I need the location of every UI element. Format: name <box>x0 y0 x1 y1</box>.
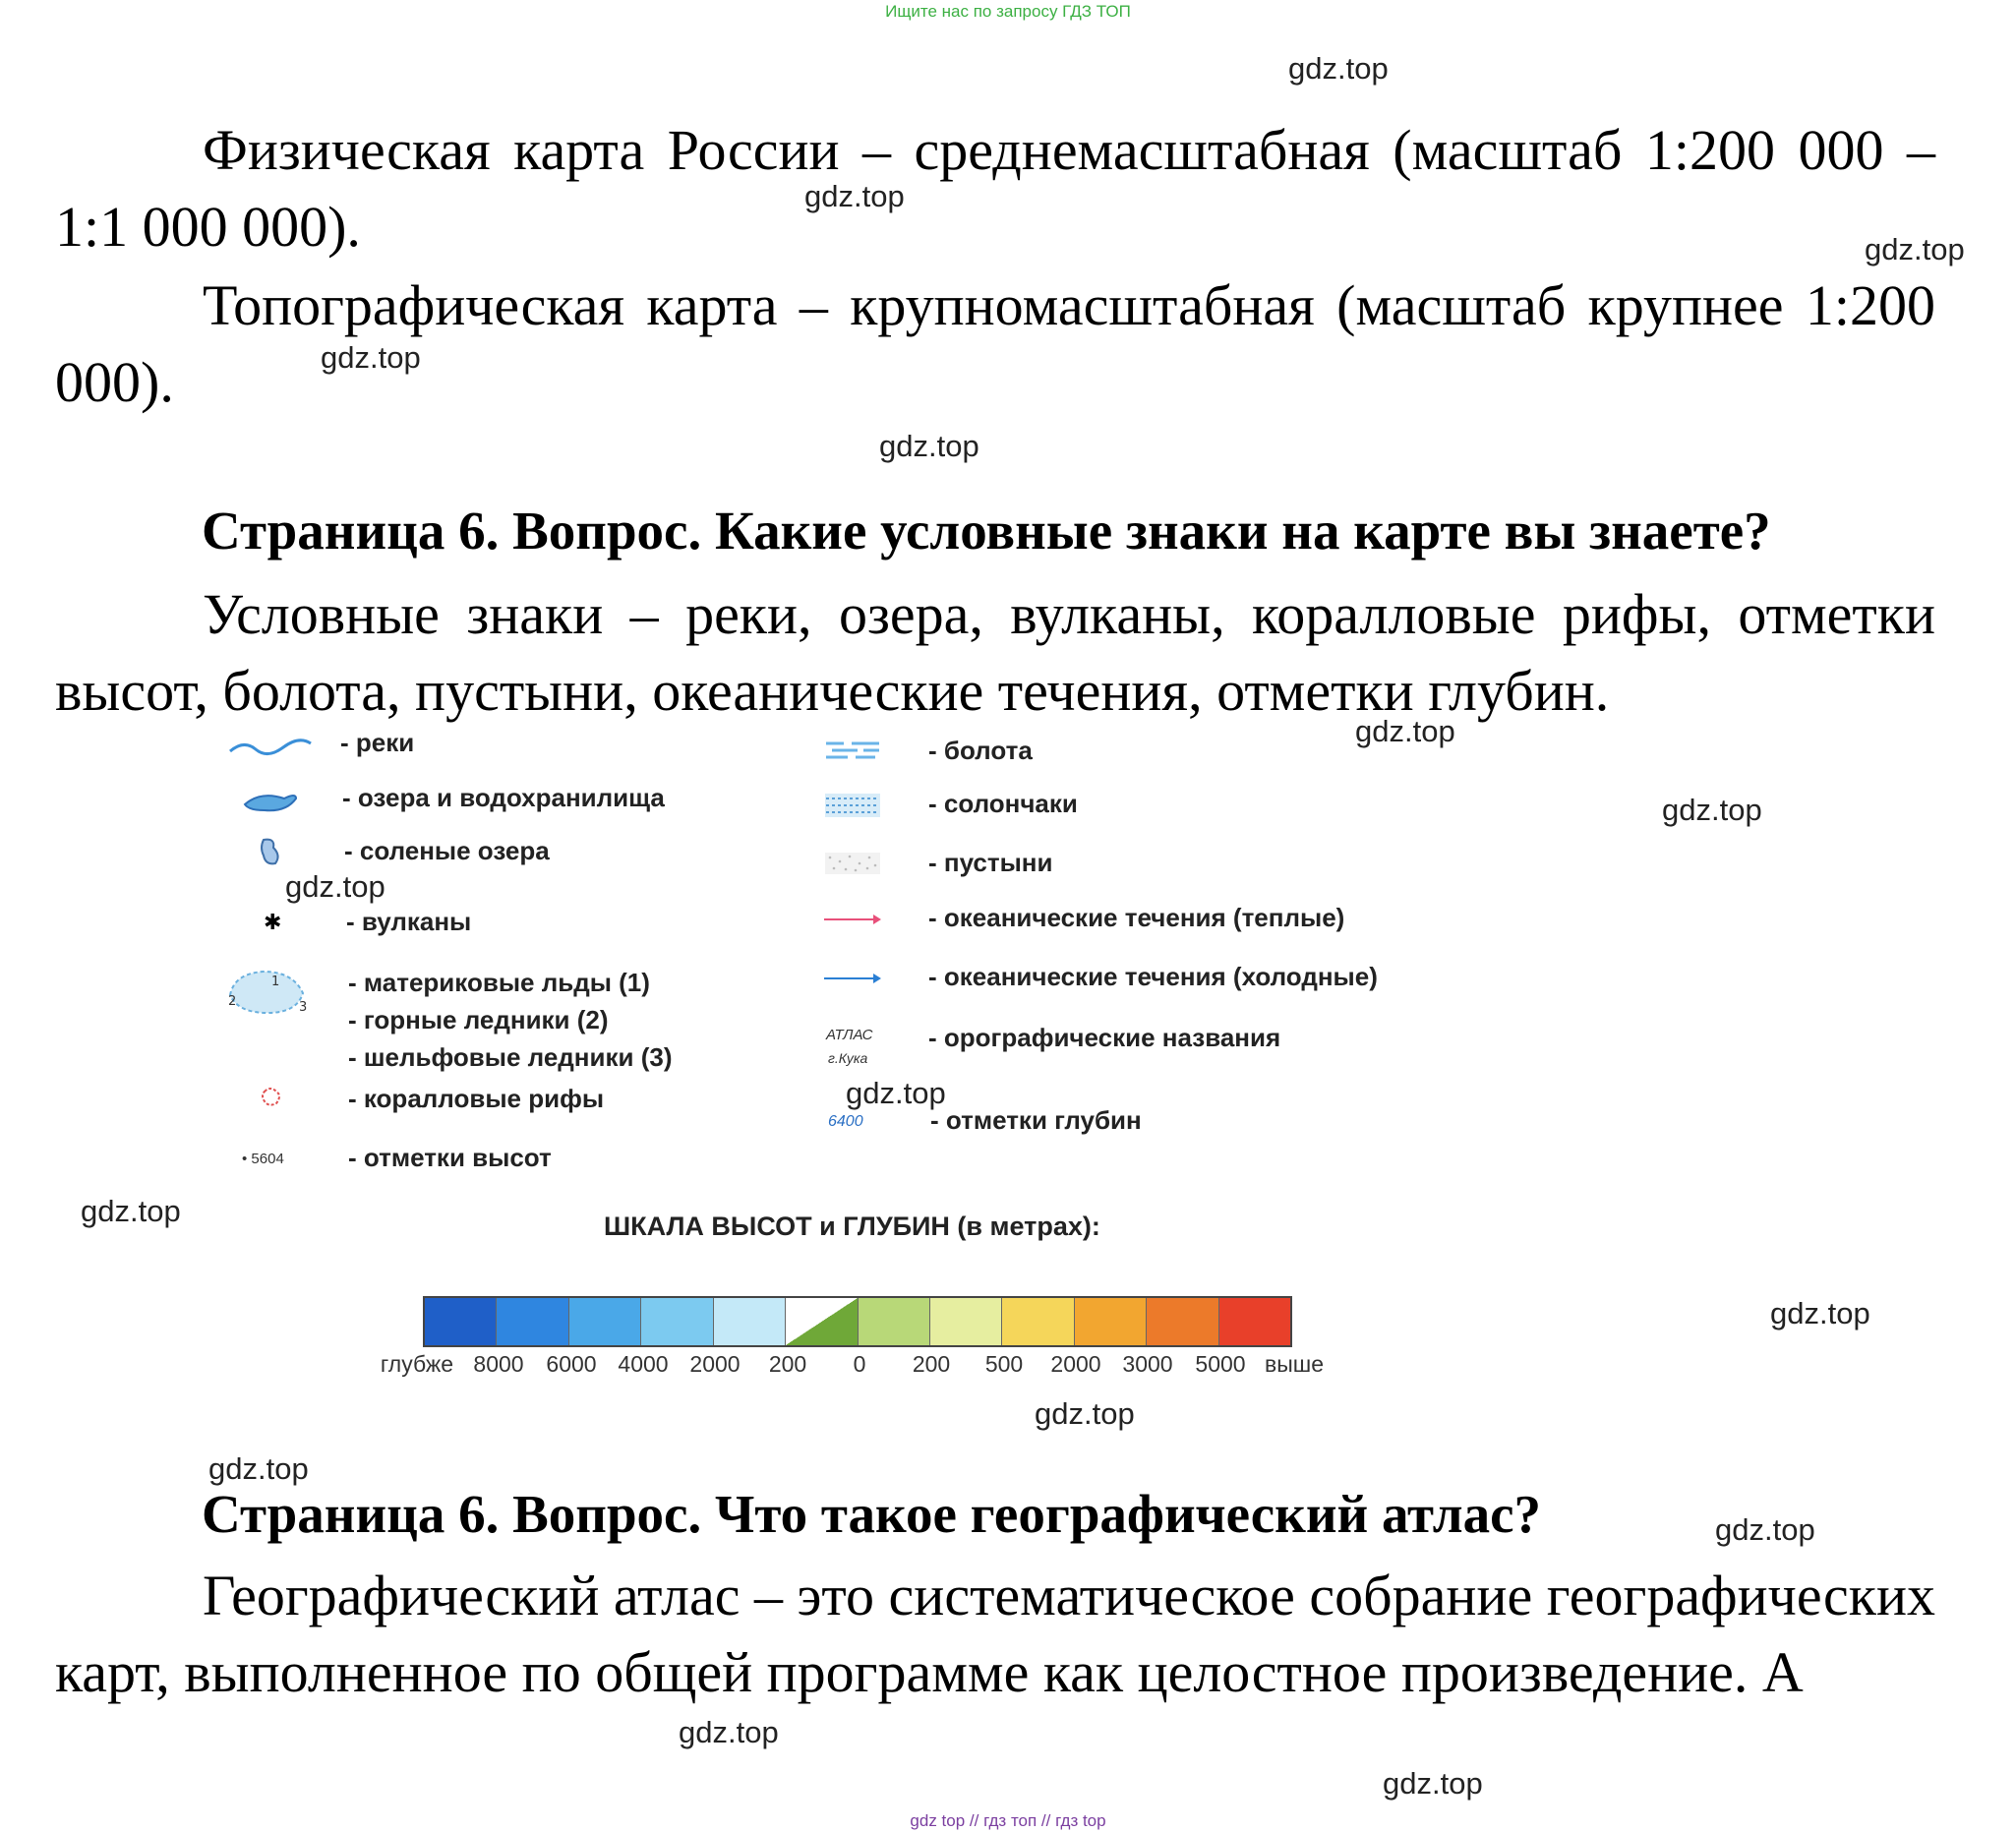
scale-tick-label: 200 <box>912 1351 951 1377</box>
scale-swatch <box>1002 1298 1074 1345</box>
watermark: gdz.top <box>81 1194 181 1228</box>
paragraph: Физическая карта России – среднемасштабная (масштаб 1:200 000 – 1:1 000 000). <box>55 118 1935 259</box>
scale-tick-label: 6000 <box>546 1351 597 1377</box>
watermark: gdz.top <box>1662 793 1762 827</box>
watermark: gdz.top <box>208 1451 309 1486</box>
scale-swatch <box>859 1298 930 1345</box>
legend-label-elevation-marks: - отметки высот <box>348 1143 552 1172</box>
legend-label-swamps: - болота <box>928 736 1033 765</box>
elevation-mark-icon: • 5604 <box>242 1151 284 1167</box>
svg-text:2: 2 <box>228 994 237 1009</box>
watermark: gdz.top <box>804 179 905 213</box>
watermark: gdz.top <box>1288 51 1389 86</box>
scale-tick-label: 8000 <box>473 1351 524 1377</box>
legend-label-continental-ice: - материковые льды (1) <box>348 968 650 997</box>
salt-marsh-icon <box>824 793 881 818</box>
footer-links: gdz top // гдз топ // гдз top <box>910 1811 1106 1830</box>
scale-swatch <box>641 1298 713 1345</box>
legend-label-volcanoes: - вулканы <box>346 907 472 936</box>
legend-label-salt-marshes: - солончаки <box>928 789 1078 818</box>
watermark: gdz.top <box>1715 1512 1815 1547</box>
height-depth-scale-bar <box>423 1296 1292 1347</box>
lake-icon <box>241 787 300 816</box>
glacier-icon <box>224 966 311 1019</box>
paragraph: Условные знаки – реки, озера, вулканы, коралловые рифы, отметки высот, болота, пустыни, океанические течения, отметки глубин. <box>55 582 1935 723</box>
scale-swatch <box>1147 1298 1218 1345</box>
warm-current-arrow-icon <box>822 913 883 926</box>
scale-swatch-lowland <box>786 1298 858 1345</box>
legend-label-lakes: - озера и водохранилища <box>342 783 665 812</box>
watermark: gdz.top <box>1355 714 1455 748</box>
watermark: gdz.top <box>679 1715 779 1749</box>
watermark: gdz.top <box>1035 1396 1135 1431</box>
coral-reef-icon <box>259 1084 284 1109</box>
river-icon <box>226 736 315 759</box>
legend-label-mountain-glaciers: - горные ледники (2) <box>348 1005 609 1034</box>
scale-tick-label: 200 <box>768 1351 807 1377</box>
scale-tick-label: выше <box>1265 1351 1324 1377</box>
scale-tick-label: 500 <box>984 1351 1024 1377</box>
watermark: gdz.top <box>846 1076 946 1110</box>
scale-tick-label: 5000 <box>1195 1351 1246 1377</box>
scale-tick-label: 4000 <box>618 1351 669 1377</box>
legend-label-warm-currents: - океанические течения (теплые) <box>928 903 1345 932</box>
watermark: gdz.top <box>1865 232 1965 266</box>
legend-label-depth-marks: - отметки глубин <box>930 1105 1142 1135</box>
cold-current-arrow-icon <box>822 972 883 985</box>
legend-label-orographic-names: - орографические названия <box>928 1023 1281 1052</box>
scale-swatch <box>1075 1298 1147 1345</box>
scale-swatch <box>425 1298 497 1345</box>
scale-tick-label: глубже <box>380 1351 454 1377</box>
svg-text:3: 3 <box>299 1000 308 1015</box>
watermark: gdz.top <box>285 869 385 904</box>
scale-swatch <box>930 1298 1002 1345</box>
scale-tick-label: 3000 <box>1122 1351 1173 1377</box>
legend-label-cold-currents: - океанические течения (холодные) <box>928 962 1378 991</box>
top-banner: Ищите нас по запросу ГДЗ ТОП <box>885 2 1131 21</box>
watermark: gdz.top <box>321 340 421 375</box>
scale-tick-label: 2000 <box>689 1351 741 1377</box>
scale-swatch <box>1219 1298 1290 1345</box>
scale-swatch <box>497 1298 568 1345</box>
legend-label-shelf-glaciers: - шельфовые ледники (3) <box>348 1042 673 1072</box>
scale-title: ШКАЛА ВЫСОТ и ГЛУБИН (в метрах): <box>604 1211 1100 1241</box>
swamp-icon <box>824 739 881 761</box>
watermark: gdz.top <box>879 429 979 463</box>
desert-icon <box>824 852 881 875</box>
orographic-name-icon-sub: г.Кука <box>828 1050 868 1066</box>
orographic-name-icon: АТЛАС <box>826 1027 873 1043</box>
paragraph: Географический атлас – это систематическое собрание географических карт, выполненное по общей программе как целостное произведение. А <box>55 1564 1935 1704</box>
watermark: gdz.top <box>1770 1296 1870 1330</box>
scale-swatch <box>569 1298 641 1345</box>
legend-label-salt-lakes: - соленые озера <box>344 836 550 865</box>
volcano-icon: ✱ <box>264 911 282 935</box>
watermark: gdz.top <box>1383 1766 1483 1801</box>
scale-swatch <box>714 1298 786 1345</box>
legend-label-deserts: - пустыни <box>928 848 1053 877</box>
svg-text:1: 1 <box>271 975 280 989</box>
legend-label-coral-reefs: - коралловые рифы <box>348 1084 605 1113</box>
depth-mark-icon: 6400 <box>828 1113 863 1130</box>
paragraph: Топографическая карта – крупномасштабная (масштаб крупнее 1:200 000). <box>55 273 1935 414</box>
scale-tick-label: 0 <box>853 1351 866 1377</box>
section-heading: Страница 6. Вопрос. Что такое географический атлас? <box>202 1484 1541 1544</box>
scale-tick-label: 2000 <box>1050 1351 1101 1377</box>
section-heading: Страница 6. Вопрос. Какие условные знаки на карте вы знаете? <box>202 501 1771 561</box>
legend-label-rivers: - реки <box>340 728 415 757</box>
salt-lake-icon <box>258 836 283 867</box>
